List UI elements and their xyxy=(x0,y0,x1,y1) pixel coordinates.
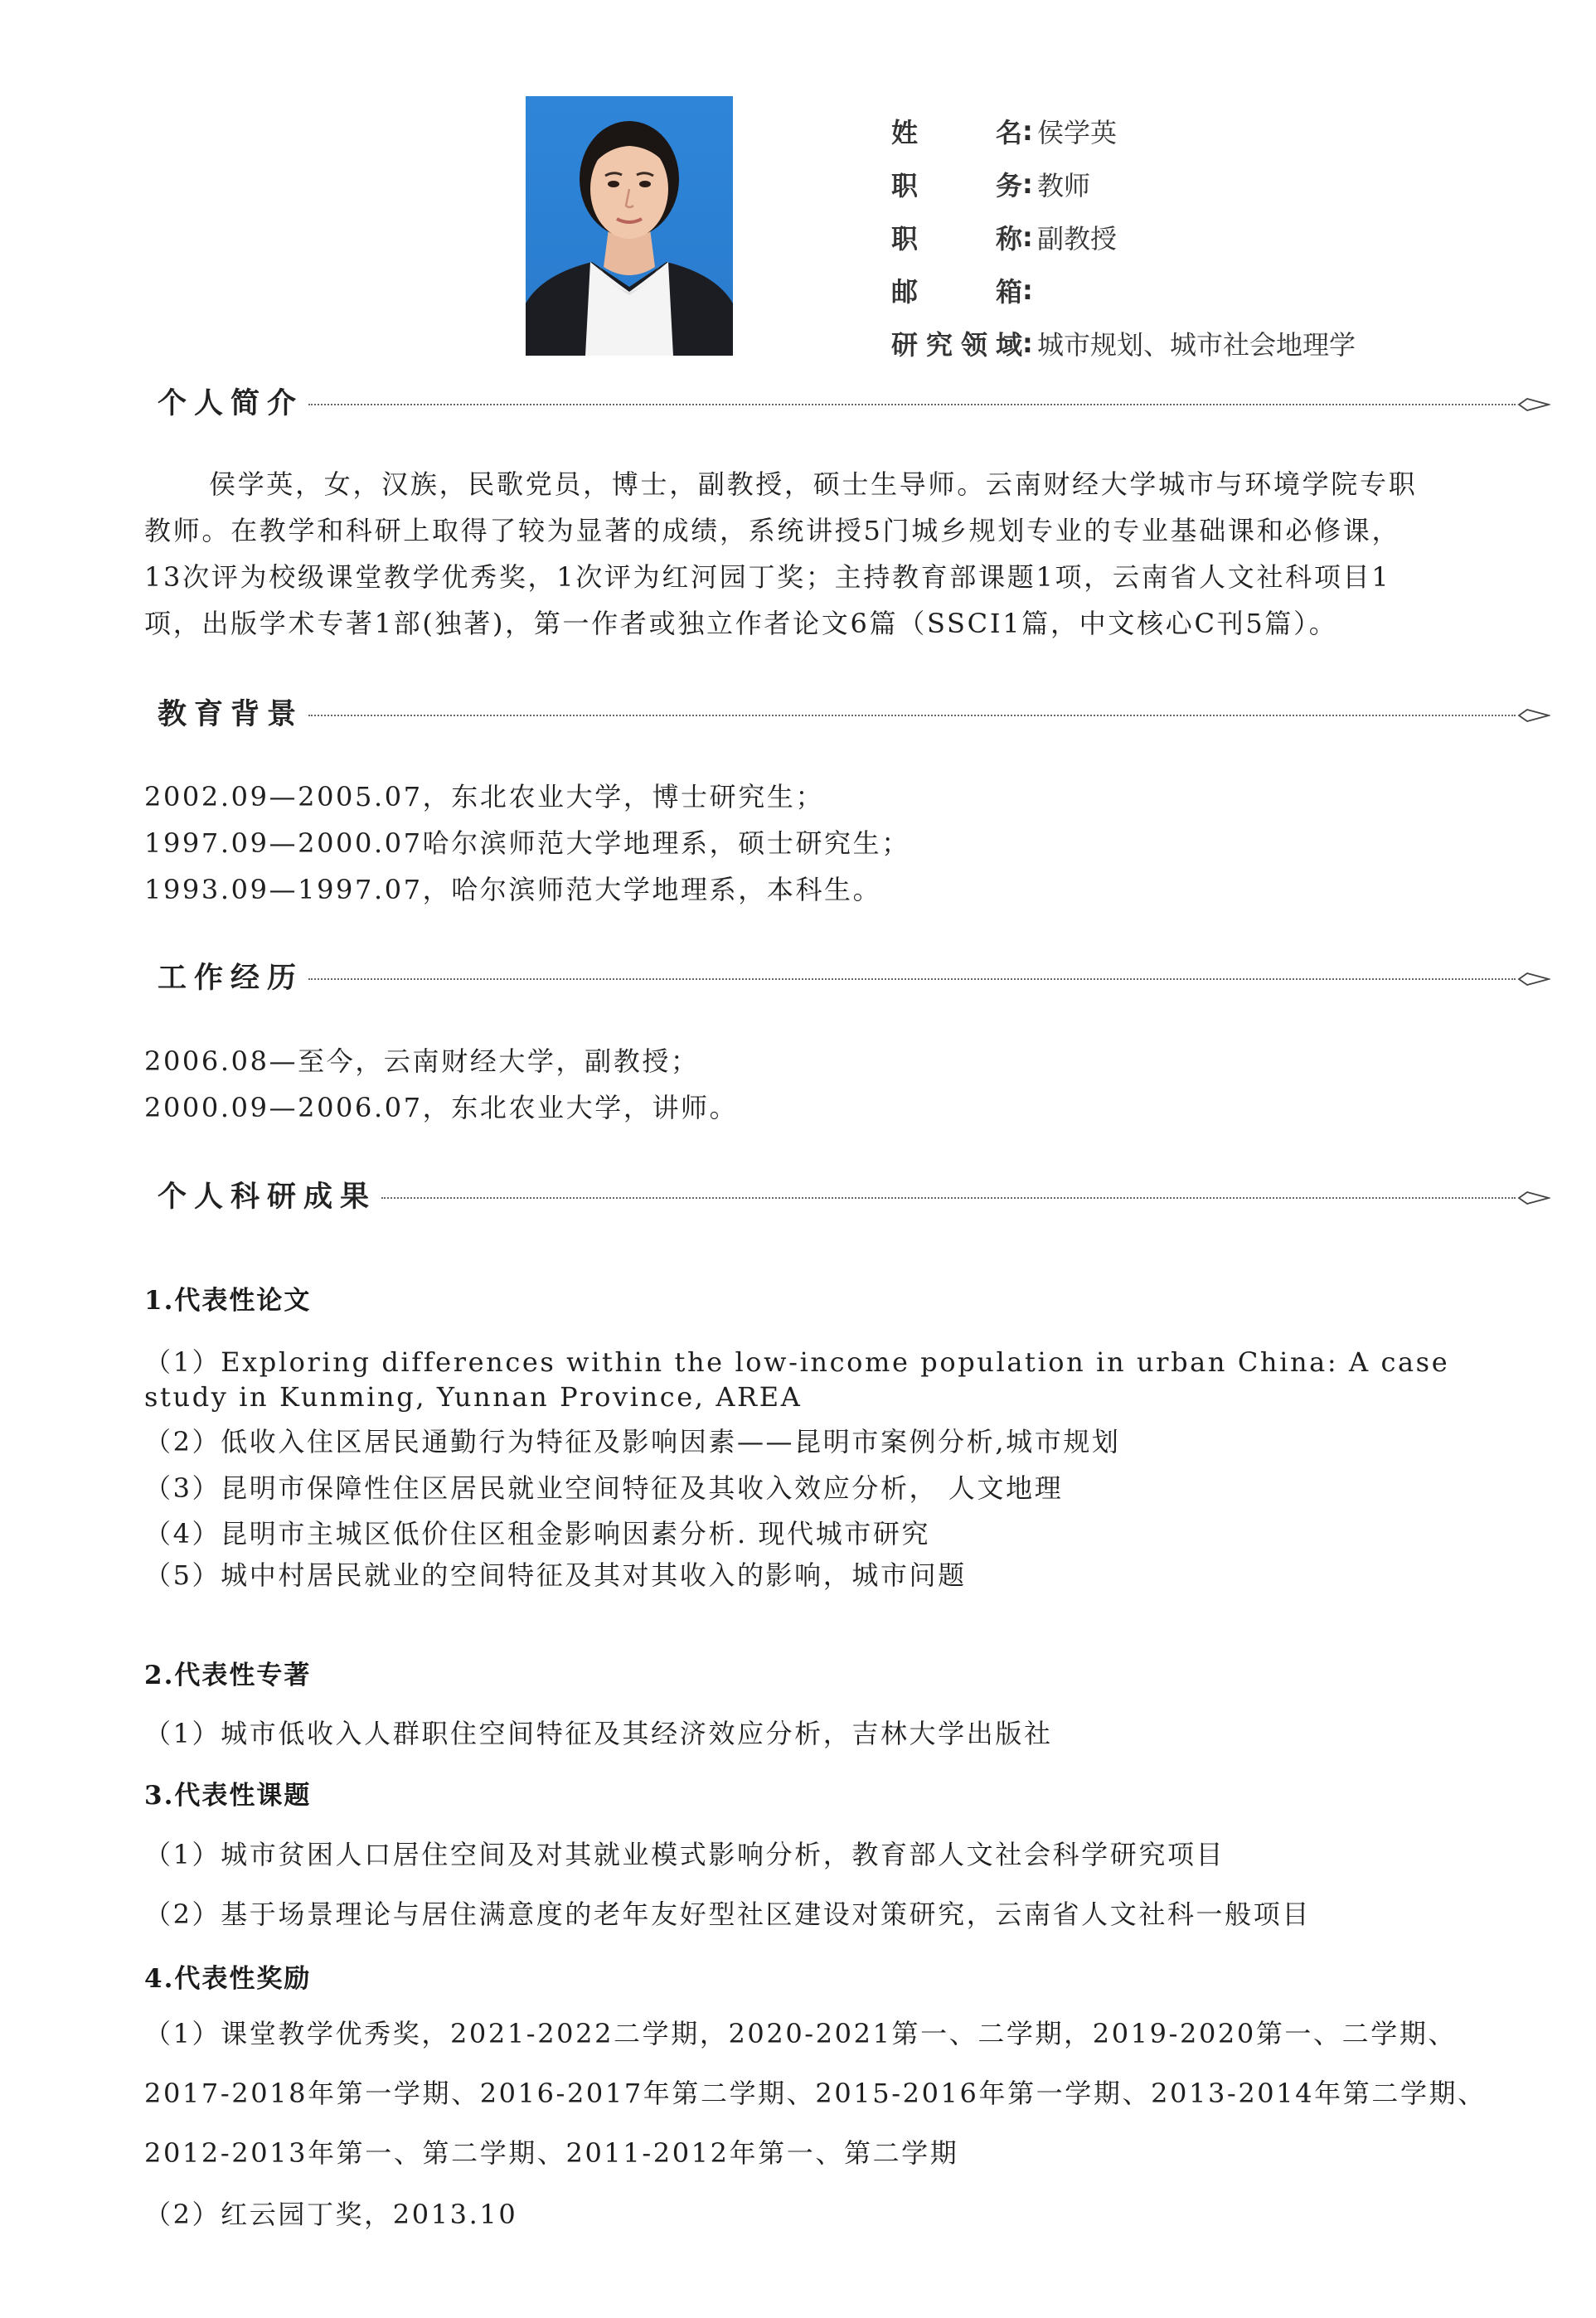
intro-paragraph xyxy=(144,461,1545,647)
paper-item: （2）低收入住区居民通勤行为特征及影响因素——昆明市案例分析,城市规划 xyxy=(144,1426,1121,1457)
paper-item: （1）Exploring differences within the low‐income population in urban China: A case xyxy=(144,1346,1450,1378)
awards-heading: 4.代表性奖励 xyxy=(144,1964,312,1994)
education-item: 1997.09—2000.07哈尔滨师范大学地理系，硕士研究生； xyxy=(144,827,910,859)
position-colon: : xyxy=(1022,168,1033,200)
portrait-image xyxy=(526,96,733,356)
project-item: （1）城市贫困人口居住空间及对其就业模式影响分析，教育部人文社会科学研究项目 xyxy=(144,1839,1225,1870)
diamond-icon xyxy=(1517,707,1550,724)
book-item: （1）城市低收入人群职住空间特征及其经济效应分析，吉林大学出版社 xyxy=(144,1718,1053,1749)
profile-info xyxy=(891,104,1521,370)
email-row xyxy=(891,264,1521,317)
award-item: 2012-2013年第一、第二学期、2011-2012年第一、第二学期 xyxy=(144,2137,959,2169)
paper-item: （3）昆明市保障性住区居民就业空间特征及其收入效应分析， 人文地理 xyxy=(144,1472,1064,1504)
name-value: 侯学英 xyxy=(1037,117,1118,148)
research-row xyxy=(891,317,1521,370)
section-divider xyxy=(381,1197,1516,1199)
name-row xyxy=(891,104,1521,158)
projects-heading: 3.代表性课题 xyxy=(144,1781,312,1811)
section-intro-heading xyxy=(158,380,1550,423)
education-item: 2002.09—2005.07，东北农业大学，博士研究生； xyxy=(144,781,825,812)
work-item: 2000.09—2006.07，东北农业大学，讲师。 xyxy=(144,1092,739,1123)
name-label: 姓名 xyxy=(891,117,1022,148)
email-label: 邮箱 xyxy=(891,276,1022,308)
section-divider xyxy=(308,404,1516,405)
papers-heading: 1.代表性论文 xyxy=(144,1286,312,1316)
intro-line: 教师。在教学和科研上取得了较为显著的成绩，系统讲授5门城乡规划专业的专业基础课和必修课， xyxy=(144,515,1401,546)
section-work-heading xyxy=(158,954,1550,997)
title-value: 副教授 xyxy=(1037,223,1118,255)
name-colon: : xyxy=(1022,115,1033,147)
paper-item: （4）昆明市主城区低价住区租金影响因素分析. 现代城市研究 xyxy=(144,1518,931,1549)
books-heading: 2.代表性专著 xyxy=(144,1661,312,1690)
section-education-heading xyxy=(158,691,1550,734)
diamond-icon xyxy=(1517,971,1550,987)
position-value: 教师 xyxy=(1037,170,1091,201)
intro-line: 侯学英，女，汉族，民歌党员，博士，副教授，硕士生导师。云南财经大学城市与环境学院专职 xyxy=(209,468,1418,500)
award-item: 2017-2018年第一学期、2016-2017年第二学期、2015-2016年第一学期、2013-2014年第二学期、 xyxy=(144,2078,1487,2109)
research-colon: : xyxy=(1022,327,1033,359)
diamond-icon xyxy=(1517,396,1550,413)
paper-item: （5）城中村居民就业的空间特征及其对其收入的影响，城市问题 xyxy=(144,1559,967,1591)
title-label: 职称 xyxy=(891,223,1022,255)
section-research-title: 个人科研成果 xyxy=(158,1181,377,1214)
section-education-title: 教育背景 xyxy=(158,698,304,731)
position-row xyxy=(891,158,1521,211)
position-label: 职务 xyxy=(891,170,1022,201)
profile-photo xyxy=(526,96,733,356)
section-research-heading xyxy=(158,1173,1550,1216)
project-item: （2）基于场景理论与居住满意度的老年友好型社区建设对策研究，云南省人文社科一般项目 xyxy=(144,1899,1311,1930)
title-colon: : xyxy=(1022,221,1033,253)
work-item: 2006.08—至今，云南财经大学，副教授； xyxy=(144,1045,700,1077)
paper-item: study in Kunming, Yunnan Province, AREA xyxy=(144,1381,803,1413)
section-intro-title: 个人简介 xyxy=(158,387,304,420)
section-divider xyxy=(308,978,1516,980)
section-work-title: 工作经历 xyxy=(158,962,304,995)
education-item: 1993.09—1997.07，哈尔滨师范大学地理系，本科生。 xyxy=(144,874,882,905)
email-colon: : xyxy=(1022,274,1033,306)
research-value: 城市规划、城市社会地理学 xyxy=(1037,329,1356,361)
diamond-icon xyxy=(1517,1190,1550,1206)
award-item: （2）红云园丁奖，2013.10 xyxy=(144,2199,518,2230)
intro-line: 13次评为校级课堂教学优秀奖，1次评为红河园丁奖；主持教育部课题1项，云南省人文社科项目1 xyxy=(144,561,1391,593)
section-divider xyxy=(308,715,1516,716)
title-row xyxy=(891,211,1521,264)
award-item: （1）课堂教学优秀奖，2021-2022二学期，2020-2021第一、二学期，2019-2020第一、二学期、 xyxy=(144,2018,1458,2049)
intro-line: 项，出版学术专著1部(独著)，第一作者或独立作者论文6篇（SSCI1篇，中文核心C刊5篇）。 xyxy=(144,608,1338,639)
research-label: 研究领域 xyxy=(891,329,1022,361)
